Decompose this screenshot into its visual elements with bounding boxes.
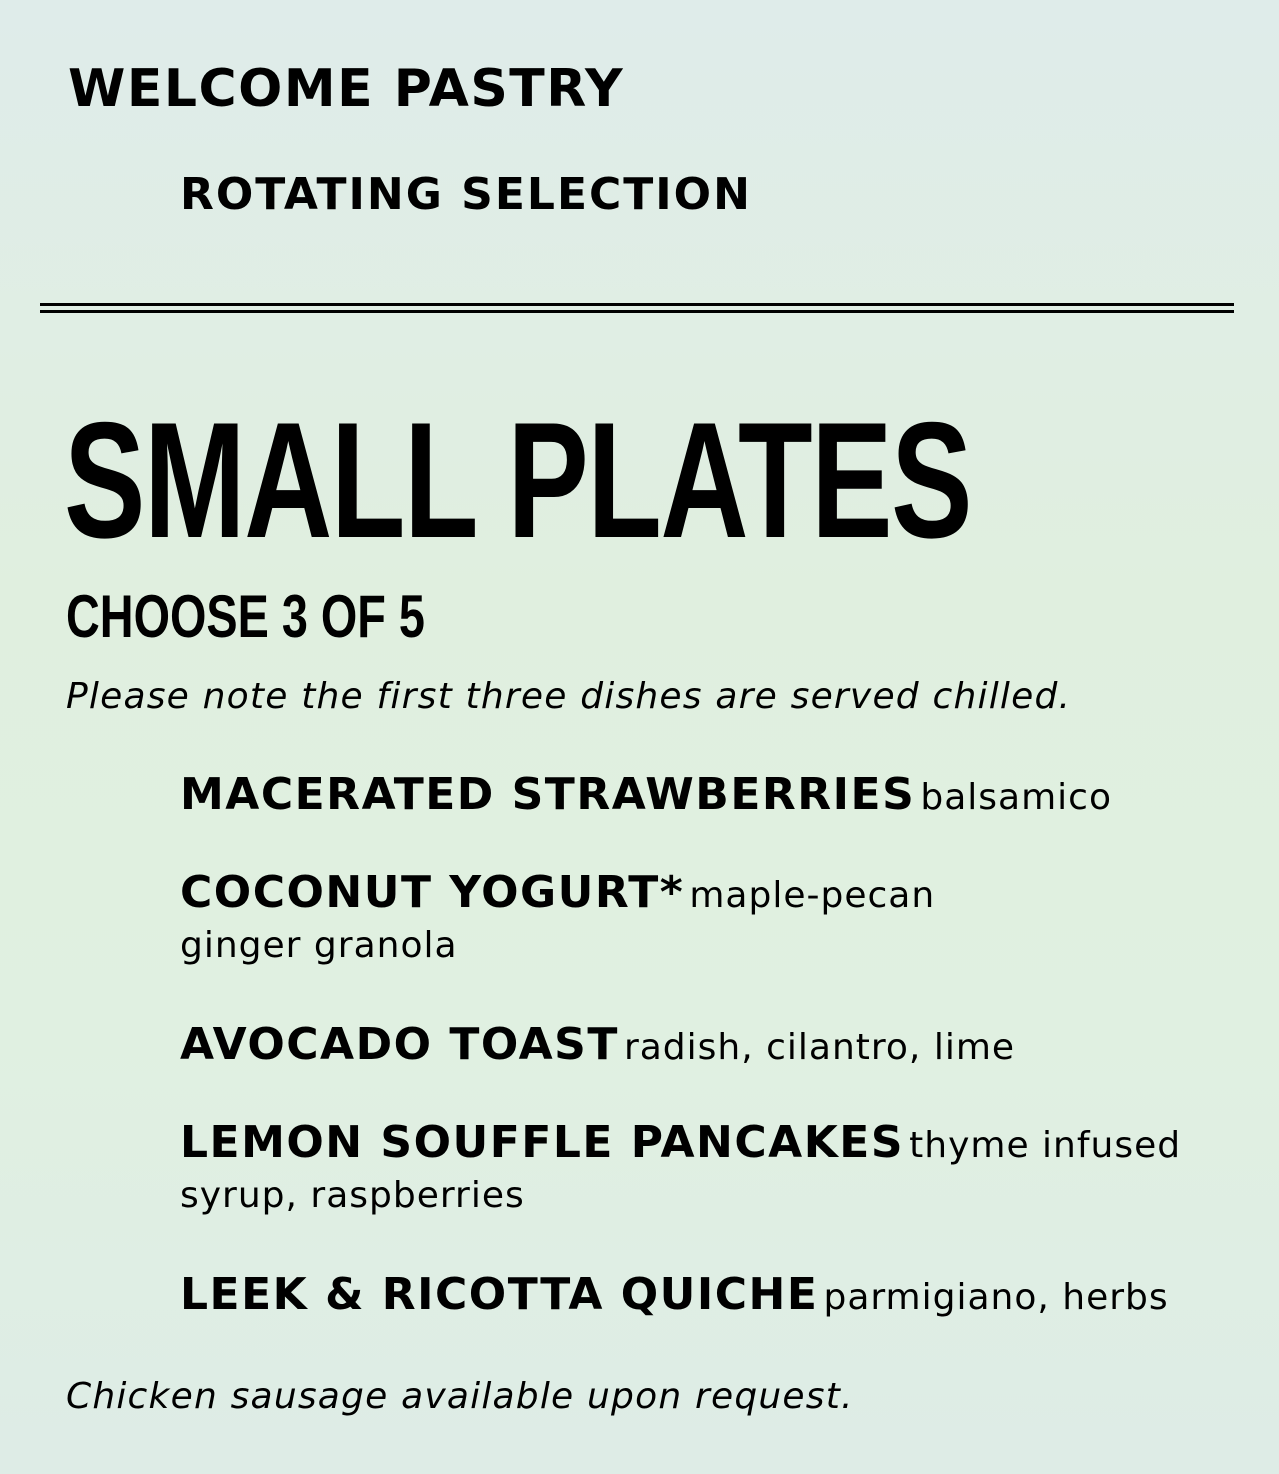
menu-item bbox=[180, 868, 1250, 971]
menu-item bbox=[180, 1270, 1250, 1323]
chicken-sausage-note: Chicken sausage available upon request. bbox=[66, 1376, 854, 1417]
choose-count-label: CHOOSE 3 OF 5 bbox=[66, 583, 425, 650]
section-divider-top bbox=[40, 303, 1234, 306]
chilled-note: Please note the first three dishes are served chilled. bbox=[66, 676, 1072, 717]
menu-item-description: balsamico bbox=[920, 777, 1112, 818]
menu-item-description: maple-pecan bbox=[689, 875, 936, 916]
menu-item bbox=[180, 770, 1250, 823]
menu-item-description: parmigiano, herbs bbox=[823, 1277, 1169, 1318]
menu-item-description: radish, cilantro, lime bbox=[623, 1027, 1016, 1068]
menu-item-description-continued: ginger granola bbox=[180, 925, 458, 966]
menu-item-name: MACERATED STRAWBERRIES bbox=[180, 769, 916, 820]
menu-item-name: LEEK & RICOTTA QUICHE bbox=[180, 1269, 819, 1320]
rotating-selection-label: ROTATING SELECTION bbox=[180, 169, 752, 220]
menu-item-name: AVOCADO TOAST bbox=[180, 1019, 619, 1070]
section-divider-bottom bbox=[40, 310, 1234, 313]
welcome-pastry-heading: WELCOME PASTRY bbox=[68, 59, 625, 119]
small-plates-title: SMALL PLATES bbox=[64, 388, 972, 572]
menu-item-description-continued: syrup, raspberries bbox=[180, 1175, 525, 1216]
menu-item bbox=[180, 1118, 1250, 1221]
menu-item-description: thyme infused bbox=[909, 1125, 1182, 1166]
menu-item-name: LEMON SOUFFLE PANCAKES bbox=[180, 1117, 905, 1168]
menu-item-name: COCONUT YOGURT* bbox=[180, 867, 685, 918]
menu-item bbox=[180, 1020, 1250, 1073]
